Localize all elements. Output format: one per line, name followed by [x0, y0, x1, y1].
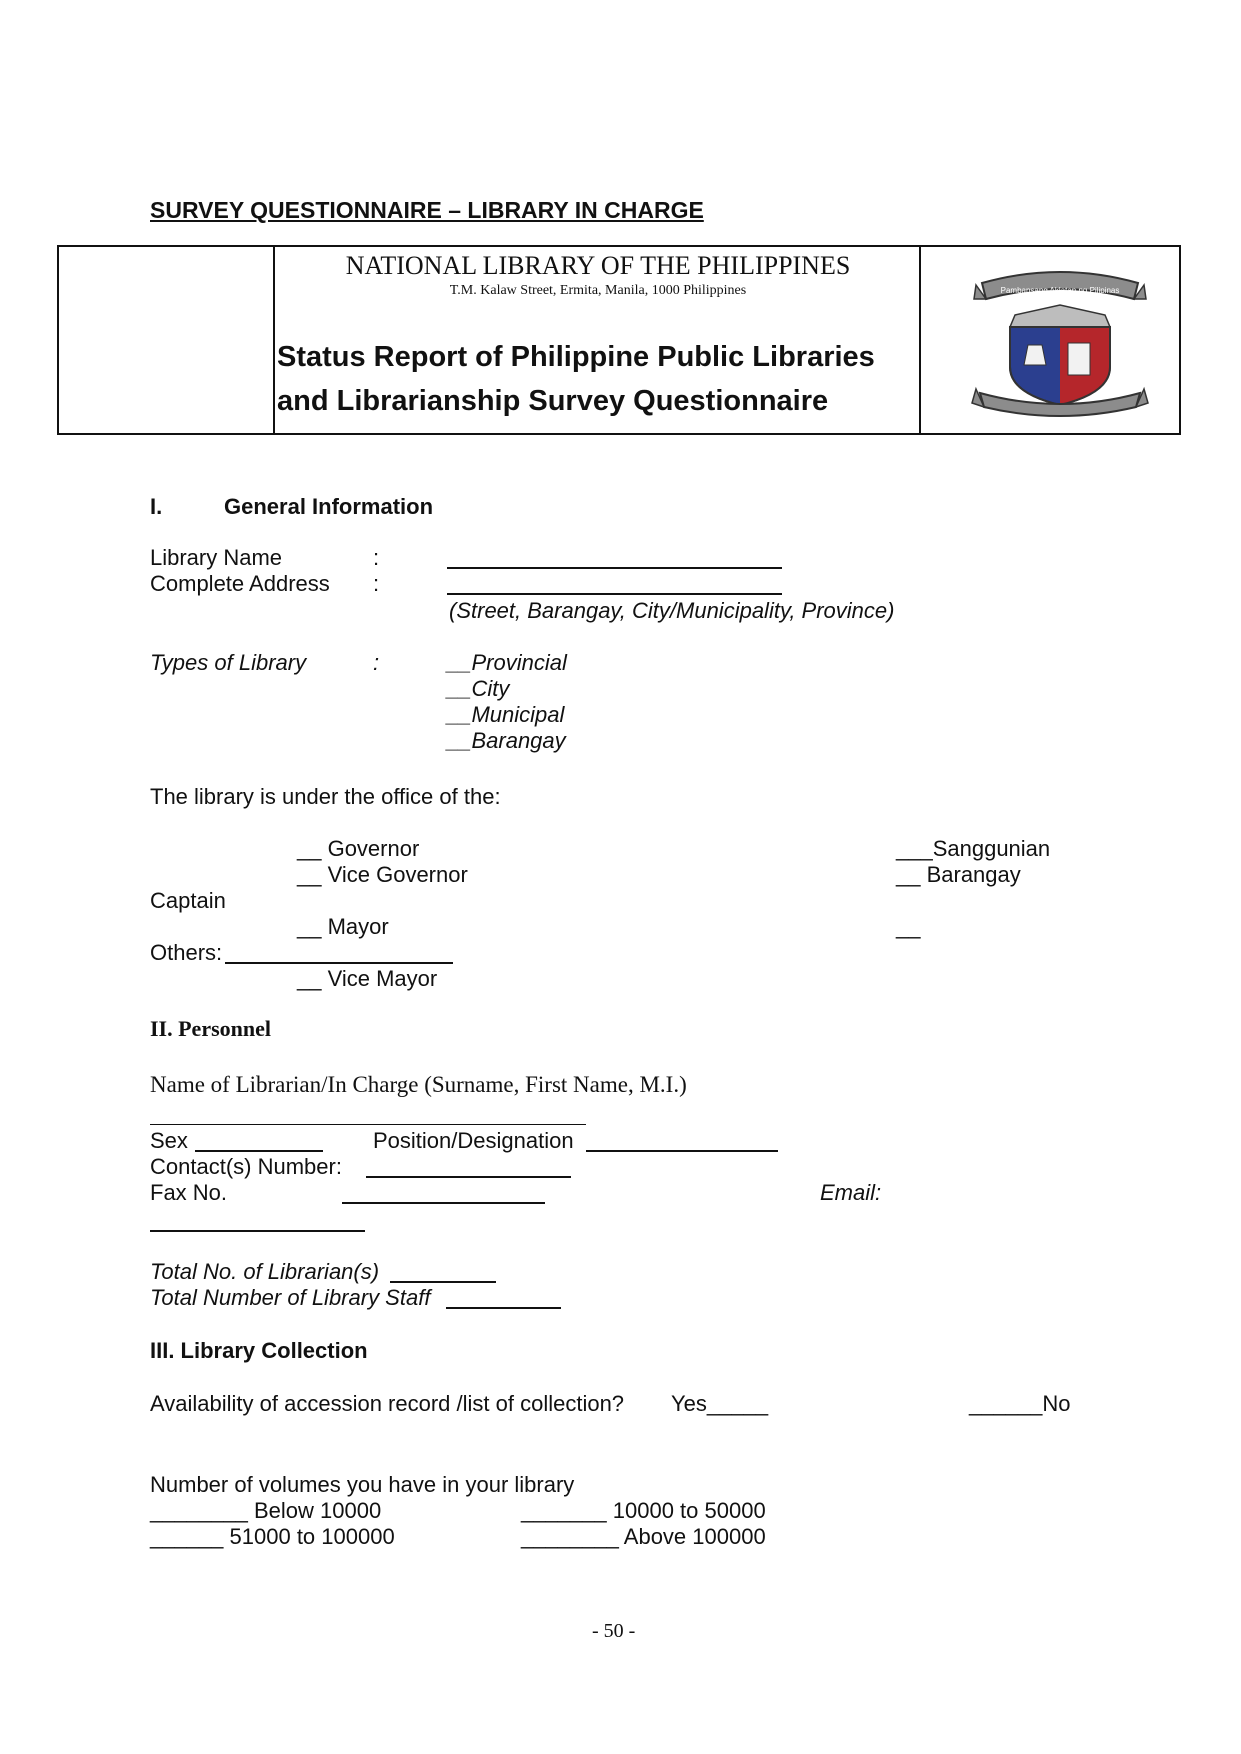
office-option-governor[interactable]: __ Governor	[297, 836, 420, 861]
total-staff-label: Total Number of Library Staff	[150, 1285, 431, 1310]
org-name: NATIONAL LIBRARY OF THE PHILIPPINES	[345, 251, 851, 280]
report-title-line2: and Librarianship Survey Questionnaire	[277, 385, 829, 417]
header-title-cell	[275, 247, 919, 433]
volumes-prompt: Number of volumes you have in your library	[150, 1472, 575, 1497]
seal-lamp-icon	[1024, 345, 1046, 365]
page-heading: SURVEY QUESTIONNAIRE – LIBRARY IN CHARGE	[150, 197, 704, 223]
page-number: - 50 -	[592, 1620, 636, 1642]
office-option-sanggunian[interactable]: ___Sanggunian	[896, 836, 1051, 861]
office-prompt: The library is under the office of the:	[150, 784, 501, 809]
fax-label: Fax No.	[150, 1180, 228, 1205]
type-option-municipal[interactable]: __Municipal	[447, 702, 565, 727]
office-captain-label: Captain	[150, 888, 226, 913]
complete-address-colon: :	[373, 571, 380, 596]
total-librarians-label: Total No. of Librarian(s)	[150, 1259, 380, 1284]
office-option-vice-mayor[interactable]: __ Vice Mayor	[297, 966, 438, 991]
sex-field[interactable]	[195, 1150, 323, 1152]
seal-book-icon	[1068, 343, 1090, 375]
fax-field[interactable]	[342, 1202, 545, 1204]
office-option-others[interactable]: __	[896, 914, 921, 939]
types-of-library-label: Types of Library	[150, 650, 307, 675]
volume-option-10000-50000[interactable]: _______ 10000 to 50000	[521, 1498, 766, 1523]
section1-title: General Information	[224, 494, 434, 519]
email-label: Email:	[820, 1180, 882, 1205]
volume-option-below-10000[interactable]: ________ Below 10000	[150, 1498, 382, 1523]
position-label: Position/Designation	[373, 1128, 574, 1153]
seal-motto: Pambansang Aklatan ng Pilipinas	[1000, 286, 1120, 295]
office-option-barangay[interactable]: __ Barangay	[896, 862, 1021, 887]
total-librarians-field[interactable]	[390, 1281, 496, 1283]
accession-question: Availability of accession record /list of collection?	[150, 1391, 625, 1416]
library-name-label: Library Name	[150, 545, 283, 570]
report-title	[277, 335, 875, 423]
contact-field[interactable]	[366, 1176, 571, 1178]
type-option-barangay[interactable]: __Barangay	[447, 728, 566, 753]
office-others-field[interactable]	[225, 962, 453, 964]
office-option-mayor[interactable]: __ Mayor	[297, 914, 389, 939]
complete-address-field[interactable]	[447, 593, 782, 595]
library-name-colon: :	[373, 545, 380, 570]
type-option-city[interactable]: __City	[447, 676, 510, 701]
seal-crest	[1010, 305, 1110, 327]
accession-no-option[interactable]: ______No	[969, 1391, 1071, 1416]
section3-title: III. Library Collection	[150, 1338, 368, 1363]
report-title-line1: Status Report of Philippine Public Libraries	[277, 341, 875, 373]
volume-option-51000-100000[interactable]: ______ 51000 to 100000	[150, 1524, 395, 1549]
type-option-provincial[interactable]: __Provincial	[447, 650, 567, 675]
section2-title: II. Personnel	[150, 1016, 271, 1041]
office-option-vice-governor[interactable]: __ Vice Governor	[297, 862, 468, 887]
section1-number: I.	[150, 494, 163, 519]
volume-option-above-100000[interactable]: ________ Above 100000	[521, 1524, 766, 1549]
librarian-name-field[interactable]	[150, 1124, 586, 1125]
types-of-library-colon: :	[373, 650, 380, 675]
accession-yes-option[interactable]: Yes_____	[671, 1391, 769, 1416]
email-field[interactable]	[150, 1230, 365, 1232]
total-staff-field[interactable]	[446, 1307, 561, 1309]
complete-address-label: Complete Address	[150, 571, 330, 596]
contact-label: Contact(s) Number:	[150, 1154, 342, 1179]
library-name-field[interactable]	[447, 567, 782, 569]
sex-label: Sex	[150, 1128, 188, 1153]
office-others-label: Others:	[150, 940, 223, 965]
national-library-seal-icon	[970, 265, 1150, 420]
org-address: T.M. Kalaw Street, Ermita, Manila, 1000 Philippines	[449, 283, 747, 298]
position-field[interactable]	[586, 1150, 778, 1152]
address-hint: (Street, Barangay, City/Municipality, Province)	[449, 598, 895, 623]
librarian-name-label: Name of Librarian/In Charge (Surname, First Name, M.I.)	[150, 1072, 687, 1097]
